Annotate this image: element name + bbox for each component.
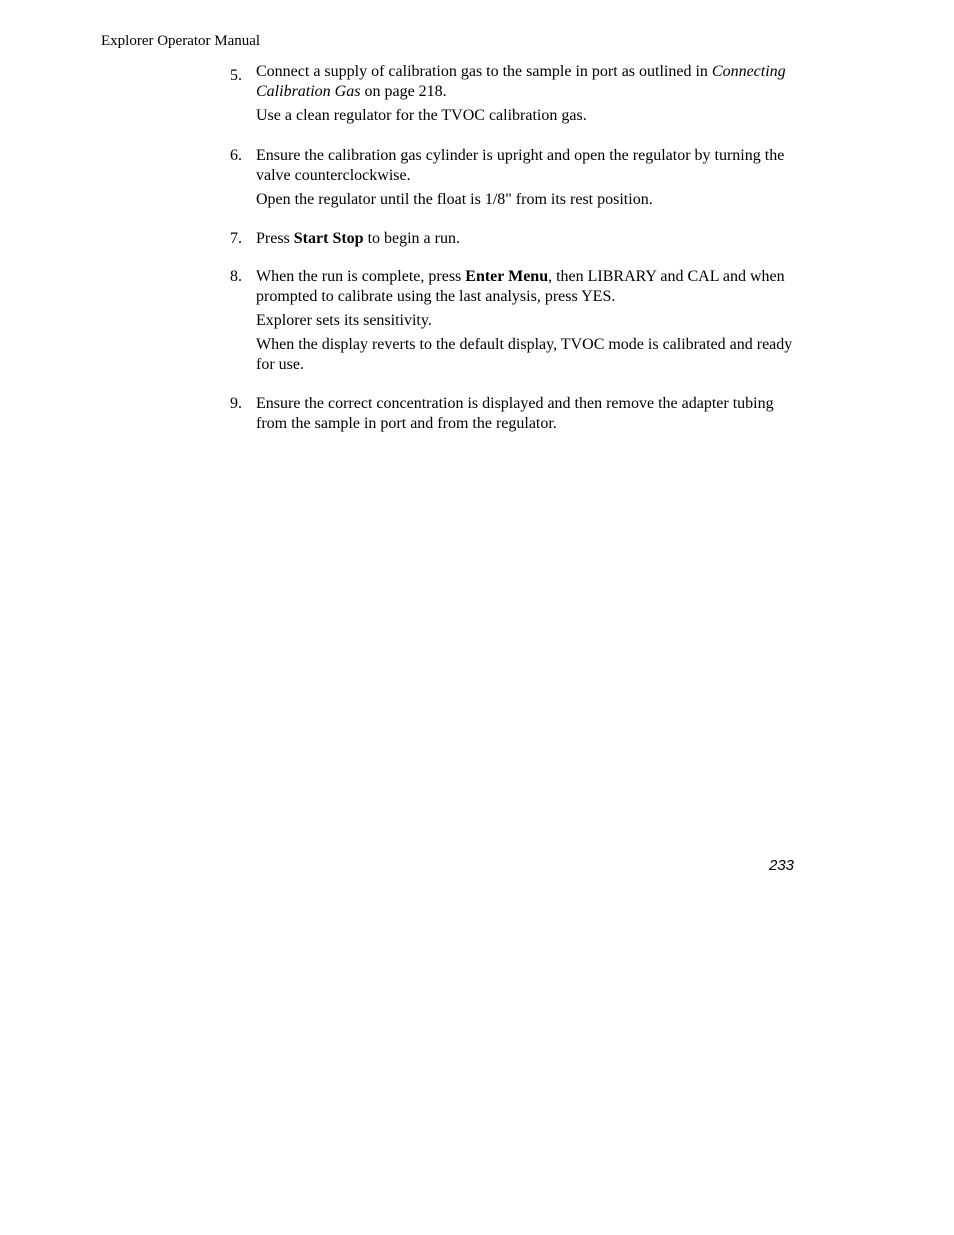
step-text-after: , then LIBRARY and CAL and when prompted to calibrate using the last analysis, press YES. [256, 268, 785, 305]
page-number: 233 [769, 857, 795, 874]
key-name: Start Stop [293, 230, 364, 247]
step-text-before: Connect a supply of calibration gas to the sample in port as outlined in [256, 63, 712, 80]
step-number: 8. [230, 268, 242, 285]
step-5 [230, 62, 800, 126]
running-header: Explorer Operator Manual [101, 33, 261, 49]
key-name: Enter Menu [465, 268, 549, 285]
step-text [256, 62, 800, 102]
step-text: Ensure the calibration gas cylinder is upright and open the regulator by turning the valve counterclockwise. [256, 147, 785, 184]
step-note: Open the regulator until the float is 1/8" from its rest position. [256, 191, 653, 208]
step-note: Use a clean regulator for the TVOC calibration gas. [256, 107, 587, 124]
step-9 [230, 394, 800, 434]
step-number: 5. [230, 67, 242, 84]
step-text-before: Press [256, 230, 294, 247]
step-number: 6. [230, 147, 242, 164]
step-text [256, 229, 800, 249]
step-text-after: on page 218. [360, 83, 447, 100]
cross-reference-link[interactable]: Connecting Calibration Gas [256, 63, 786, 100]
step-text-after: to begin a run. [363, 230, 460, 247]
step-number: 9. [230, 395, 242, 412]
step-text-before: When the run is complete, press [256, 268, 466, 285]
step-note: When the display reverts to the default display, TVOC mode is calibrated and ready for use. [256, 336, 793, 373]
step-number: 7. [230, 230, 242, 247]
step-8 [230, 267, 800, 375]
step-text: Ensure the correct concentration is displayed and then remove the adapter tubing from the sample in port and from the regulator. [256, 395, 774, 432]
step-text [256, 267, 800, 307]
step-note: Explorer sets its sensitivity. [256, 312, 432, 329]
procedure-steps [230, 62, 800, 434]
step-6 [230, 146, 800, 210]
step-7 [230, 229, 800, 249]
